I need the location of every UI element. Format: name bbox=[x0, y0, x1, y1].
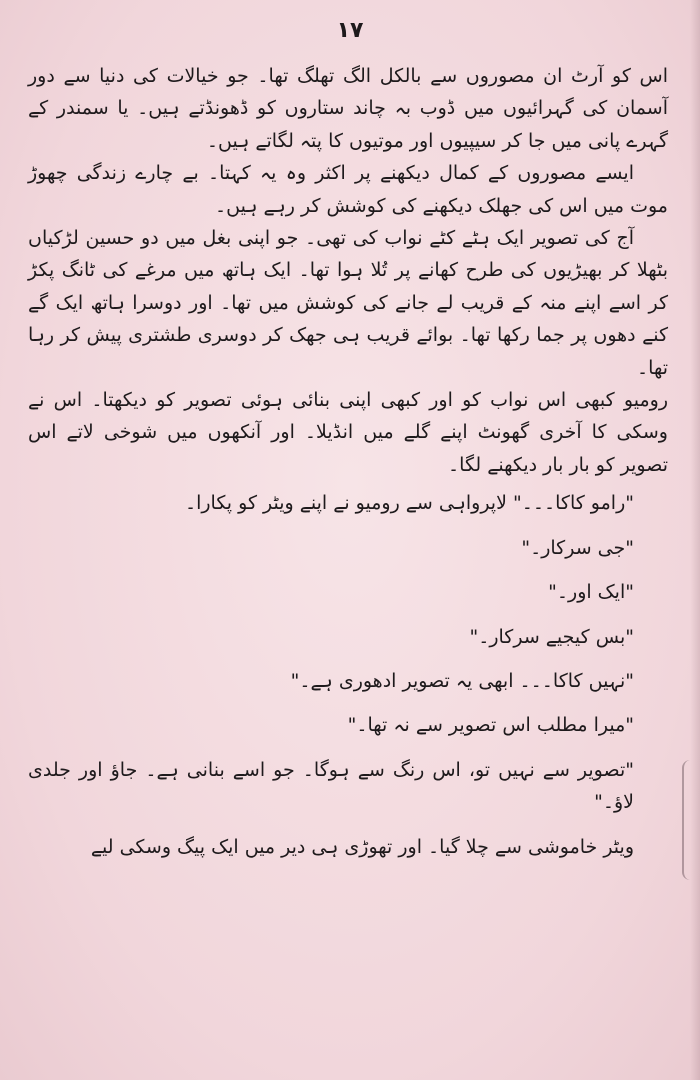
dialogue-line-5: "نہیں کاکا۔۔۔ ابھی یہ تصویر ادھوری ہے۔" bbox=[290, 669, 634, 692]
dialogue-line-6: "میرا مطلب اس تصویر سے نہ تھا۔" bbox=[347, 714, 634, 737]
dialogue-line-2: "جی سرکار۔" bbox=[521, 536, 634, 559]
dialogue-line-7: "تصویر سے نہیں تو، اس رنگ سے ہوگا۔ جو اسے بنانی ہے۔ جاؤ اور جلدی لاؤ۔" bbox=[28, 758, 634, 814]
closing-line: ویٹر خاموشی سے چلا گیا۔ اور تھوڑی ہی دیر میں ایک پیگ وسکی لیے bbox=[90, 835, 634, 858]
dialogue-line-1: "رامو کاکا۔۔۔" لاپرواہی سے رومیو نے اپنے ویٹر کو پکارا۔ bbox=[184, 492, 634, 515]
page-number: ۱۷ bbox=[336, 18, 364, 43]
page-edge-shadow bbox=[690, 0, 700, 1080]
paragraph-1: اس کو آرٹ ان مصوروں سے بالکل الگ تھلگ تھا۔ جو خیالات کی دنیا سے دور آسمان کی گہرائیوں میں ڈوب بہ چاند ستاروں کو ڈھونڈتے ہیں۔ یا سمندر کے گہرے پانی میں جا کر سیپیوں اور موتیوں کا پتہ لگاتے ہیں۔ bbox=[28, 65, 668, 152]
dialogue-line-4: "بس کیجیے سرکار۔" bbox=[469, 625, 634, 648]
paragraph-2: ایسے مصوروں کے کمال دیکھنے پر اکثر وہ یہ کہتا۔ بے چارے زندگی چھوڑ موت میں اس کی جھلک دیکھنے کی کوشش کر رہے ہیں۔ bbox=[28, 162, 668, 217]
paragraph-3: آج کی تصویر ایک ہٹے کٹے نواب کی تھی۔ جو اپنی بغل میں دو حسین لڑکیاں بٹھلا کر بھیڑیوں کی طرح کھانے پر تُلا ہوا تھا۔ ایک ہاتھ میں مرغے کی ٹانگ پکڑ کر اسے اپنے منہ کے قریب لے جانے کی کوشش میں تھا۔ اور دوسرا ہاتھ ایک گے کنے دھوں پر جما رکھا تھا۔ بوائے قریب ہی جھک کر دوسری طشتری پیش کر رہا تھا۔ bbox=[28, 227, 668, 379]
paragraph-4: رومیو کبھی اس نواب کو اور کبھی اپنی بنائی ہوئی تصویر کو دیکھتا۔ اس نے وسکی کا آخری گھونٹ اپنے گلے میں انڈیلا۔ اور آنکھوں میں شوخی لاتے اس تصویر کو بار بار دیکھنے لگا۔ bbox=[28, 389, 668, 476]
dialogue-line-3: "ایک اور۔" bbox=[548, 581, 634, 604]
page-text bbox=[28, 60, 668, 863]
